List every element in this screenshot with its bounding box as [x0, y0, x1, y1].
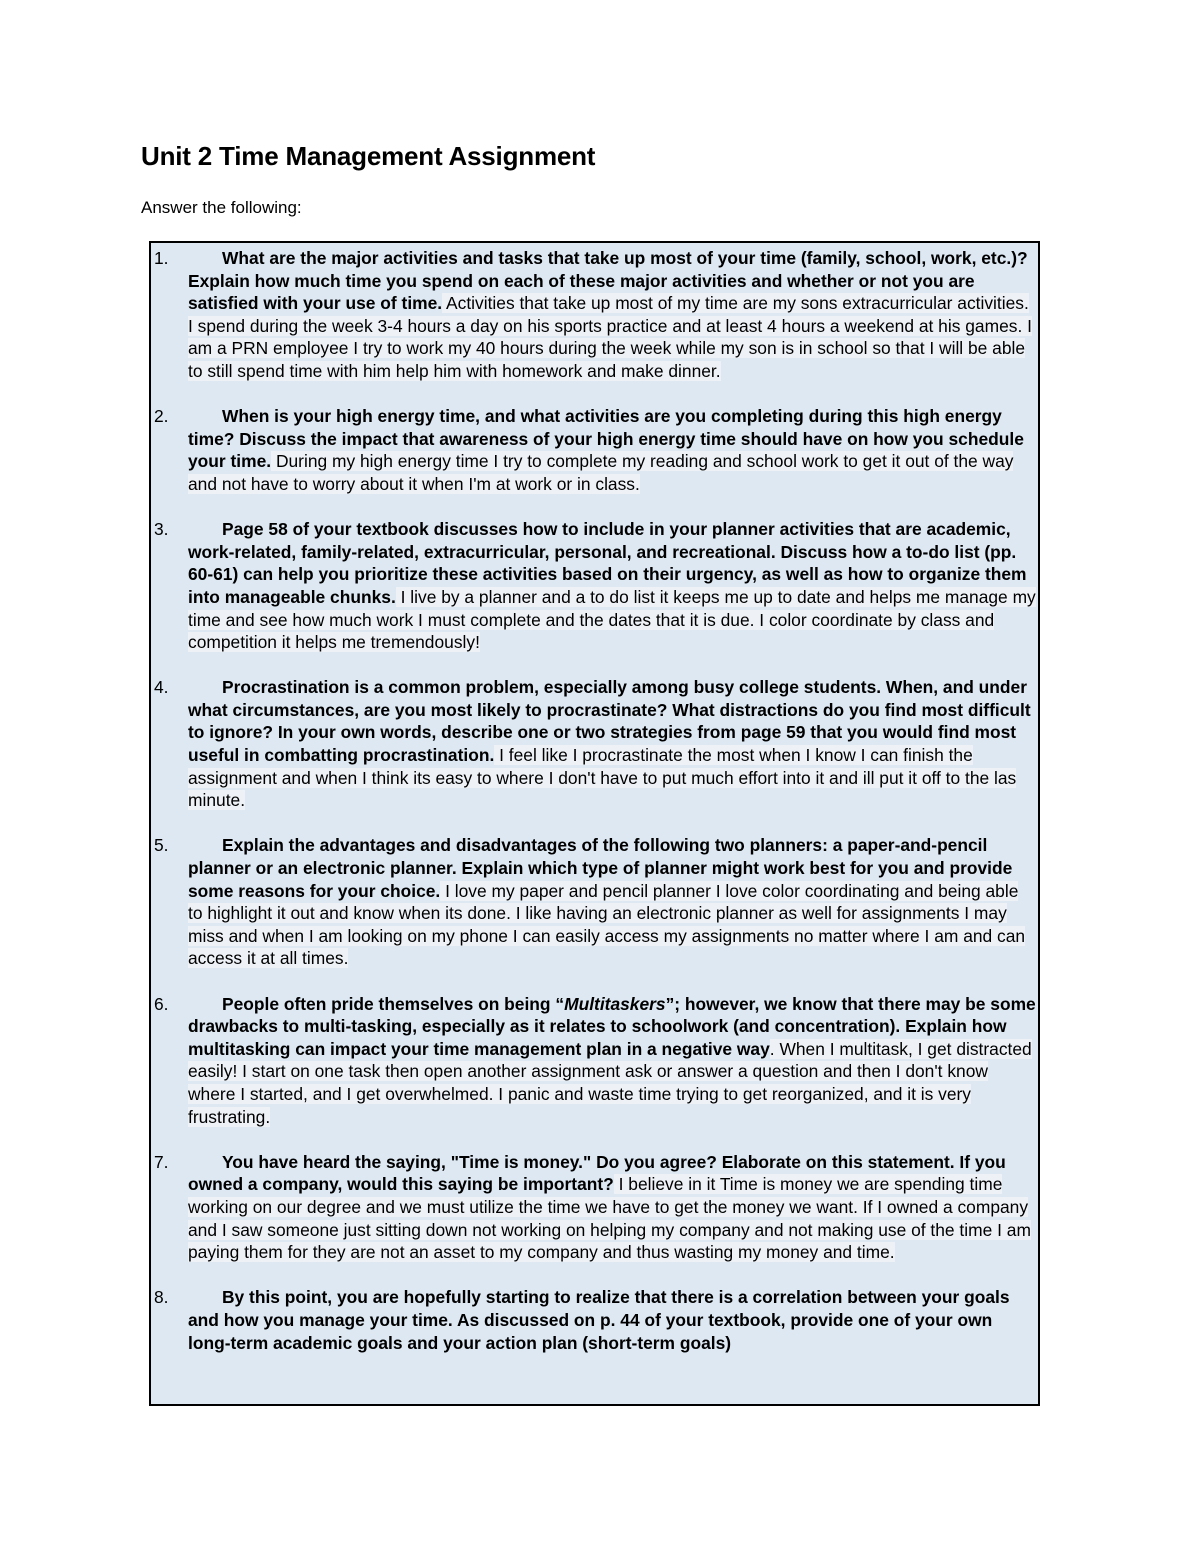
question-prompt: What are the major activities and tasks that take up most of your time (family, school, work, etc.)? Explain how much time you spend on each of these major activities and whether or not you are satisfied with your use of time. [188, 248, 1028, 314]
question-number: 8. [154, 1287, 169, 1308]
question-item [151, 247, 1038, 383]
answer-text: I believe in it Time is money we are spending time working on our degree and we must utilize the time we have to get the money we want. If I owned a company and I saw someone just sitting down not working on helping my company and not making use of the time I am paying them for they are not an asset to my company and thus wasting my money and time. [188, 1174, 1031, 1263]
answer-text: I love my paper and pencil planner I love color coordinating and being able to highlight it out and know when its done. I like having an electronic planner as well for assignments I may miss and when I am looking on my phone I can easily access my assignments no matter where I am and can access it at all times. [188, 880, 1026, 969]
question-number: 5. [154, 835, 169, 856]
question-prompt: Page 58 of your textbook discusses how to include in your planner activities that are academic, work-related, family-related, extracurricular, personal, and recreational. Discuss how a to-do list (pp. 60-61) can help you prioritize these activities based on their urgency, as well as how to organize them into manageable chunks. [188, 519, 1027, 607]
question-number: 3. [154, 519, 169, 540]
page-title: Unit 2 Time Management Assignment [141, 141, 596, 171]
question-item [151, 676, 1038, 812]
question-prompt: Explain the advantages and disadvantages of the following two planners: a paper-and-pencil planner or an electronic planner. Explain which type of planner might work best for you and provide some reasons for your choice. [188, 835, 1013, 901]
question-prompt: When is your high energy time, and what activities are you completing during this high energy time? Discuss the impact that awareness of your high energy time should have on how you schedule your time. [188, 406, 1024, 472]
question-item [151, 834, 1038, 970]
question-number: 4. [154, 677, 169, 698]
question-prompt-part: People often pride themselves on being “ [222, 993, 565, 1014]
question-item [151, 405, 1038, 495]
question-number: 7. [154, 1151, 169, 1172]
questions-box [149, 241, 1040, 1406]
question-number: 6. [154, 993, 169, 1014]
question-prompt: Procrastination is a common problem, especially among busy college students. When, and under what circumstances, are you most likely to procrastinate? What distractions do you find most difficult to ignore? In your own words, describe one or two strategies from page 59 that you would find most useful in combatting procrastination. [188, 677, 1031, 766]
question-prompt-part: ”; however, we know that there may be some drawbacks to multi-tasking, especially as it relates to schoolwork (and concentration). Explain how multitasking can impact your time management plan in a negative way [188, 993, 1036, 1059]
question-prompt-italic: Multitaskers [564, 993, 666, 1014]
answer-text: . When I multitask, I get distracted easily! I start on one task then open another assignment ask or answer a question and then I don't know where I started, and I get overwhelmed. I panic and waste time trying to get reorganized, and it is very frustrating. [188, 1038, 1032, 1127]
question-number: 1. [154, 248, 169, 268]
intro-text: Answer the following: [141, 198, 302, 217]
question-item [151, 518, 1038, 654]
question-prompt: By this point, you are hopefully starting to realize that there is a correlation between your goals and how you manage your time. As discussed on p. 44 of your textbook, provide one of your own long-term academic goals and your action plan (short-term goals) [188, 1287, 1010, 1353]
answer-text: During my high energy time I try to complete my reading and school work to get it out of the way and not have to worry about it when I'm at work or in class. [188, 451, 1014, 494]
question-item [151, 1286, 1038, 1354]
question-item [151, 1151, 1038, 1264]
answer-text: Activities that take up most of my time are my sons extracurricular activities. I spend during the week 3-4 hours a day on his sports practice and at least 4 hours a weekend at his games. I am a PRN employee I try to work my 40 hours during the week while my son is in school so that I will be able to still spend time with him help him with homework and make dinner. [188, 293, 1032, 381]
question-number: 2. [154, 406, 169, 427]
answer-text: I live by a planner and a to do list it keeps me up to date and helps me manage my time and see how much work I must complete and the dates that it is due. I color coordinate by class and competition it helps me tremendously! [188, 586, 1036, 653]
question-item [151, 993, 1038, 1129]
question-prompt: You have heard the saying, "Time is money." Do you agree? Elaborate on this statement. If you owned a company, would this saying be important? [188, 1151, 1006, 1195]
answer-text: I feel like I procrastinate the most when I know I can finish the assignment and when I think its easy to where I don't have to put much effort into it and ill put it off to the las minute. [188, 745, 1017, 811]
